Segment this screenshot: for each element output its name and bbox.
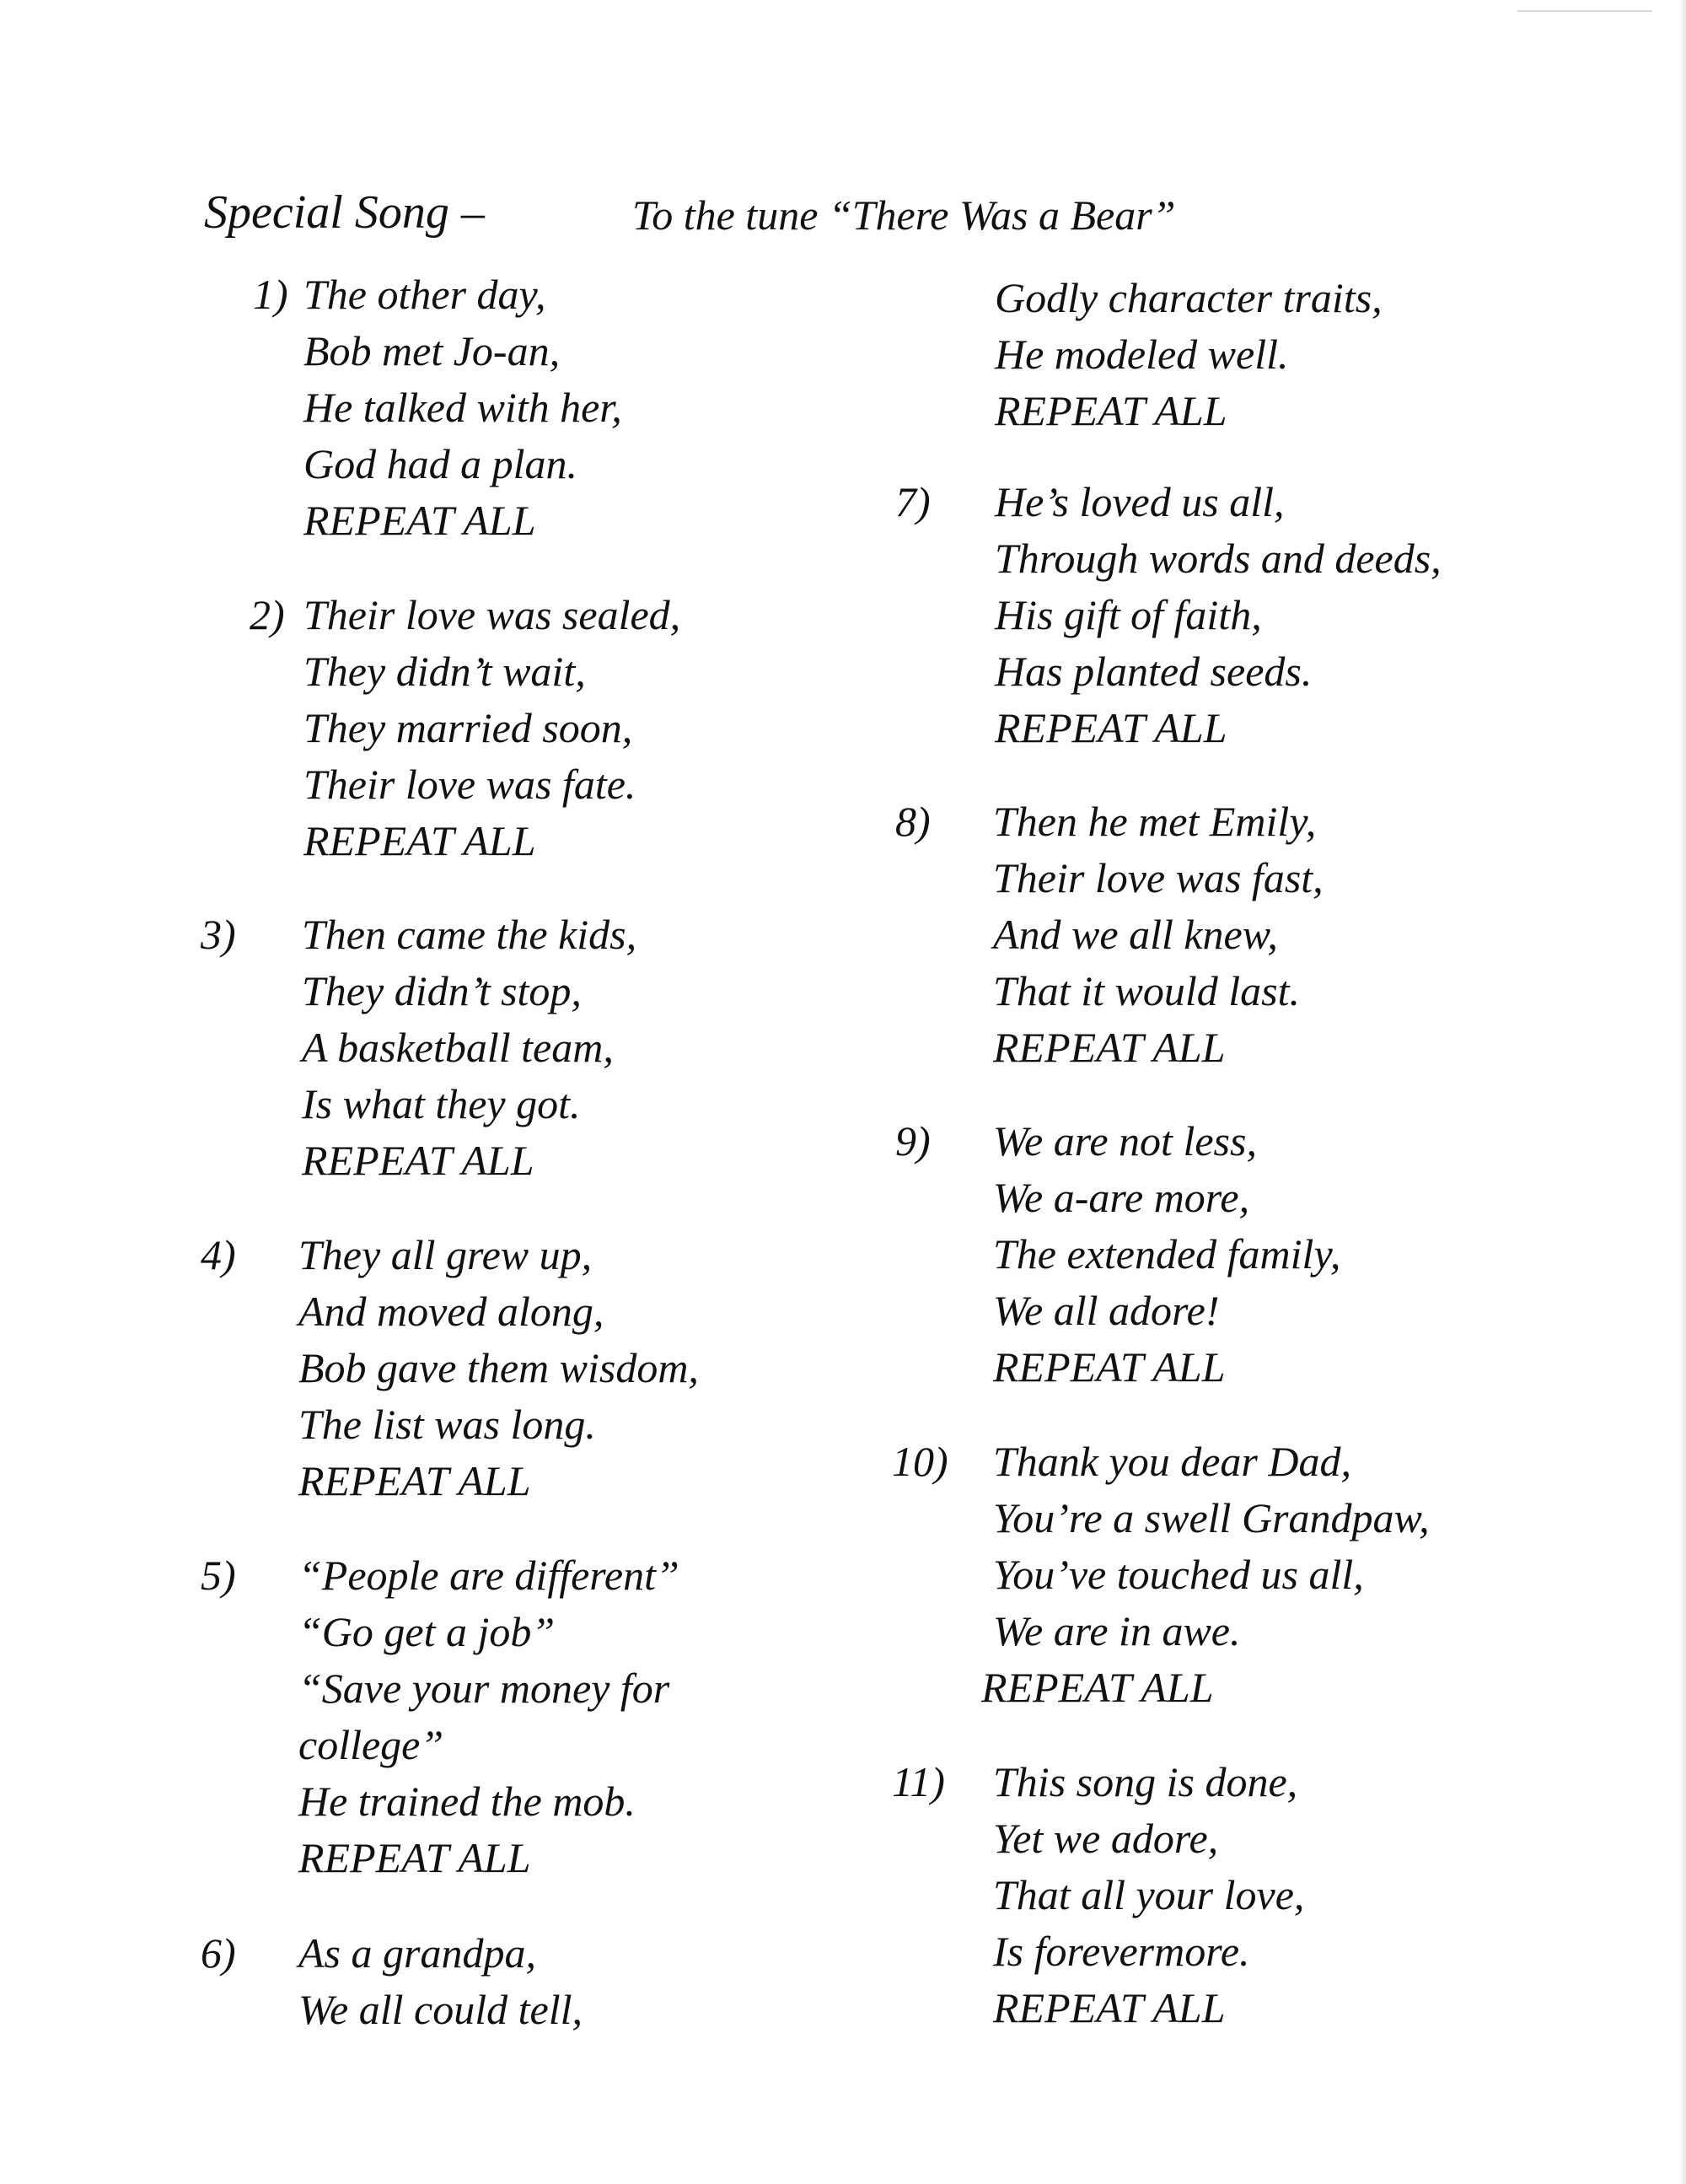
verse-line: They didn’t stop,: [302, 967, 582, 1014]
song-title: Special Song –: [204, 186, 485, 239]
verse-number: 11): [892, 1758, 945, 1805]
verse-number: 2): [250, 591, 285, 638]
verse-number: 1): [253, 271, 288, 318]
verse-line: That it would last.: [993, 967, 1300, 1014]
verse-number: 6): [201, 1929, 236, 1977]
verse-line: And moved along,: [298, 1288, 604, 1335]
verse-line: The extended family,: [993, 1230, 1341, 1278]
verse-line: This song is done,: [993, 1758, 1298, 1805]
verse-line: They all grew up,: [298, 1231, 593, 1278]
verse-line: college”: [298, 1721, 444, 1768]
verse-line: Thank you dear Dad,: [993, 1438, 1351, 1485]
verse-line: His gift of faith,: [995, 591, 1262, 638]
verse-number: 4): [201, 1231, 236, 1278]
verse-line: The list was long.: [298, 1401, 596, 1448]
verse-number: 5): [201, 1552, 236, 1599]
verse-line: That all your love,: [993, 1871, 1305, 1918]
verse-number: 9): [895, 1117, 931, 1165]
verse-line: Is what they got.: [302, 1080, 581, 1127]
repeat-all: REPEAT ALL: [298, 1457, 531, 1504]
verse-line: And we all knew,: [993, 911, 1278, 958]
verse-line: “Save your money for: [298, 1665, 670, 1712]
verse-line: Then he met Emily,: [993, 798, 1317, 845]
verse-line: You’re a swell Grandpaw,: [993, 1494, 1430, 1541]
verse-line: He modeled well.: [995, 331, 1289, 378]
verse-line: “Go get a job”: [298, 1608, 556, 1655]
tune-note: To the tune “There Was a Bear”: [632, 191, 1176, 239]
repeat-all: REPEAT ALL: [993, 1984, 1226, 2031]
verse-line: Bob met Jo-an,: [303, 327, 561, 374]
verse-number: 8): [895, 798, 931, 845]
verse-line: Their love was fast,: [993, 854, 1324, 901]
repeat-all: REPEAT ALL: [993, 1024, 1226, 1071]
verse-line: Through words and deeds,: [995, 535, 1442, 582]
verse-line: Bob gave them wisdom,: [298, 1344, 699, 1391]
repeat-all: REPEAT ALL: [302, 1137, 534, 1184]
repeat-all: REPEAT ALL: [995, 704, 1227, 751]
verse-line: We all could tell,: [298, 1986, 583, 2033]
verse-line: We all adore!: [993, 1287, 1220, 1334]
verse-line: Godly character traits,: [995, 274, 1383, 321]
repeat-all: REPEAT ALL: [303, 497, 536, 544]
scan-edge-shadow: [1679, 0, 1686, 2184]
repeat-all: REPEAT ALL: [993, 1343, 1226, 1391]
repeat-all: REPEAT ALL: [981, 1664, 1214, 1711]
verse-line: Is forevermore.: [993, 1928, 1250, 1975]
verse-line: They married soon,: [303, 704, 633, 751]
verse-line: Has planted seeds.: [995, 648, 1313, 695]
verse-line: A basketball team,: [302, 1024, 614, 1071]
repeat-all: REPEAT ALL: [995, 387, 1227, 434]
verse-line: He’s loved us all,: [995, 478, 1285, 525]
verse-number: 7): [895, 478, 931, 525]
verse-line: We are in awe.: [993, 1607, 1241, 1654]
verse-line: You’ve touched us all,: [993, 1551, 1364, 1598]
verse-line: He talked with her,: [303, 384, 622, 431]
repeat-all: REPEAT ALL: [303, 817, 536, 864]
verse-line: We are not less,: [993, 1117, 1257, 1165]
verse-line: Their love was fate.: [303, 761, 636, 808]
repeat-all: REPEAT ALL: [298, 1834, 531, 1881]
verse-number: 10): [892, 1438, 948, 1485]
verse-line: Then came the kids,: [302, 911, 637, 958]
verse-line: As a grandpa,: [298, 1929, 536, 1977]
verse-number: 3): [201, 911, 236, 958]
verse-line: Their love was sealed,: [303, 591, 681, 638]
verse-line: The other day,: [303, 271, 546, 318]
scan-mark: [1517, 10, 1652, 12]
verse-line: They didn’t wait,: [303, 648, 586, 695]
verse-line: We a-are more,: [993, 1174, 1250, 1221]
verse-line: He trained the mob.: [298, 1778, 636, 1825]
verse-line: “People are different”: [298, 1552, 679, 1599]
verse-line: Yet we adore,: [993, 1815, 1219, 1862]
verse-line: God had a plan.: [303, 440, 577, 487]
